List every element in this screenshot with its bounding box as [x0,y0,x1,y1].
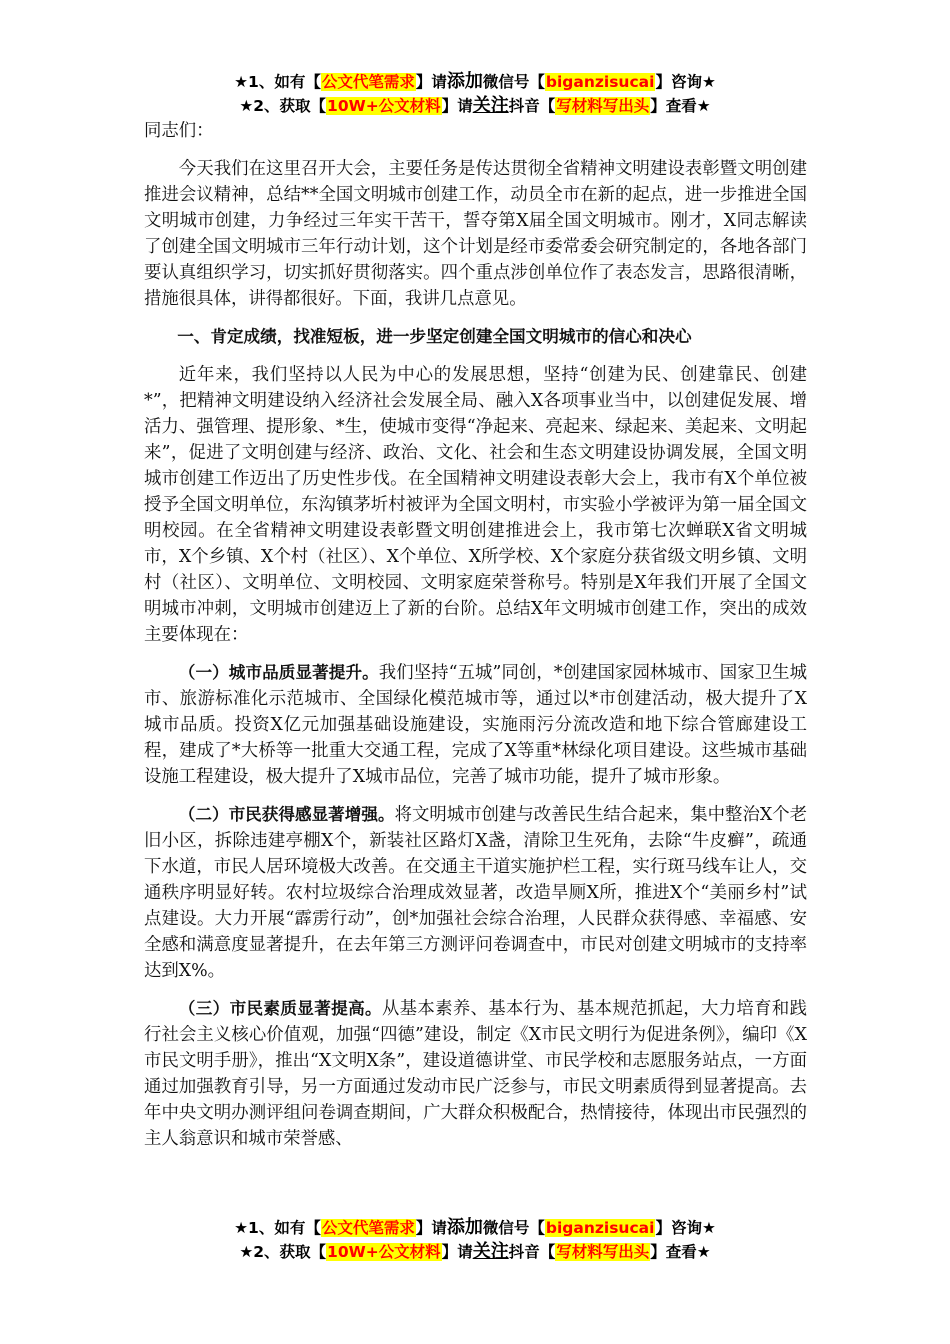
banner-text: ★2、获取【 [239,97,327,115]
banner-wechat-id: biganzisucai [545,1219,655,1237]
document-body [144,118,807,1152]
banner-text: 】请 [441,97,473,115]
bottom-banner [0,1216,950,1264]
banner-text: ★1、如有【 [234,1219,321,1237]
banner-line-2 [0,94,950,118]
banner-text: 】请 [415,1219,447,1237]
banner-highlight: 10W+公文材料 [327,97,441,115]
banner-text: 抖音【 [508,1243,556,1261]
banner-highlight: 公文代笔需求 [321,73,415,91]
banner-highlight: 10W+公文材料 [327,1243,441,1261]
intro-paragraph: 今天我们在这里召开大会，主要任务是传达贯彻全省精神文明建设表彰暨文明创建推进会议精神，总结**全国文明城市创建工作，动员全市在新的起点，进一步推进全国文明城市创建，力争经过三年实干苦干，誓夺第X届全国文明城市。刚才，X同志解读了创建全国文明城市三年行动计划，这个计划是经市委常委会研究制定的，各地各部门要认真组织学习，切实抓好贯彻落实。四个重点涉创单位作了表态发言，思路很清晰，措施很具体，讲得都很好。下面，我讲几点意见。 [144,159,807,309]
banner-text: 】咨询★ [655,73,716,91]
banner-emphasis: 关注 [472,95,509,116]
banner-emphasis: 添加 [446,1217,483,1238]
banner-emphasis: 关注 [472,1241,509,1262]
salutation: 同志们： [144,121,214,141]
banner-text: 】查看★ [650,1243,711,1261]
subsection-2-text: 将文明城市创建与改善民生结合起来，集中整治X个老旧小区，拆除违建亭棚X个，新装社区路灯X盏，清除卫生死角，去除“牛皮癣”，疏通下水道，市民人居环境极大改善。在交通主干道实施护栏工程，实行斑马线车让人，交通秩序明显好转。农村垃圾综合治理成效显著，改造旱厕X所，推进X个“美丽乡村”试点建设。大力开展“霹雳行动”，创*加强社会综合治理，人民群众获得感、幸福感、安全感和满意度显著提升，在去年第三方测评问卷调查中，市民对创建文明城市的支持率达到X%。 [144,805,807,981]
banner-text: 】请 [441,1243,473,1261]
subsection-3 [144,996,807,1152]
banner-douyin-id: 写材料写出头 [556,97,650,115]
banner-text: 微信号【 [482,73,545,91]
banner-wechat-id: biganzisucai [545,73,655,91]
banner-highlight: 公文代笔需求 [321,1219,415,1237]
banner-douyin-id: 写材料写出头 [556,1243,650,1261]
banner-text: ★2、获取【 [239,1243,327,1261]
subsection-3-title: （三）市民素质显著提高。 [178,999,382,1018]
subsection-1-text: 我们坚持“五城”同创，*创建国家园林城市、国家卫生城市、旅游标准化示范城市、全国绿化模范城市等，通过以*市创建活动，极大提升了X城市品质。投资X亿元加强基础设施建设，实施雨污分流改造和地下综合管廊建设工程，建成了*大桥等一批重大交通工程，完成了X等重*林绿化项目建设。这些城市基础设施工程建设，极大提升了X城市品位，完善了城市功能，提升了城市形象。 [144,663,808,787]
section-heading-1: 一、肯定成绩，找准短板，进一步坚定创建全国文明城市的信心和决心 [177,327,692,346]
banner-line-1 [0,1216,950,1240]
banner-text: 】请 [415,73,447,91]
subsection-1 [144,660,807,790]
banner-line-1 [0,70,950,94]
banner-text: 微信号【 [482,1219,545,1237]
subsection-2 [144,802,807,984]
section-1-paragraph: 近年来，我们坚持以人民为中心的发展思想，坚持“创建为民、创建靠民、创建*”，把精神文明建设纳入经济社会发展全局、融入X各项事业当中，以创建促发展、增活力、强管理、提形象、*生，使城市变得“净起来、亮起来、绿起来、美起来、文明起来”，促进了文明创建与经济、政治、文化、社会和生态文明建设协调发展，全国文明城市创建工作迈出了历史性步伐。在全国精神文明建设表彰大会上，我市有X个单位被授予全国文明单位，东沟镇茅圻村被评为全国文明村，市实验小学被评为第一届全国文明校园。在全省精神文明建设表彰暨文明创建推进会上，我市第七次蝉联X省文明城市，X个乡镇、X个村（社区）、X个单位、X所学校、X个家庭分获省级文明乡镇、文明村（社区）、文明单位、文明校园、文明家庭荣誉称号。特别是X年我们开展了全国文明城市冲刺，文明城市创建迈上了新的台阶。总结X年文明城市创建工作，突出的成效主要体现在： [144,365,807,645]
subsection-3-text: 从基本素养、基本行为、基本规范抓起，大力培育和践行社会主义核心价值观，加强“四德”建设，制定《X市民文明行为促进条例》，编印《X市民文明手册》，推出“X文明X条”，建设道德讲堂、市民学校和志愿服务站点，一方面通过加强教育引导，另一方面通过发动市民广泛参与，市民文明素质得到显著提高。去年中央文明办测评组问卷调查期间，广大群众积极配合，热情接待，体现出市民强烈的主人翁意识和城市荣誉感、 [144,999,807,1149]
subsection-1-title: （一）城市品质显著提升。 [178,663,379,682]
banner-text: 】咨询★ [655,1219,716,1237]
banner-text: 】查看★ [650,97,711,115]
subsection-2-title: （二）市民获得感显著增强。 [178,805,395,824]
top-banner [0,70,950,118]
banner-emphasis: 添加 [446,71,483,92]
banner-text: 抖音【 [508,97,556,115]
banner-text: ★1、如有【 [234,73,321,91]
banner-line-2 [0,1240,950,1264]
